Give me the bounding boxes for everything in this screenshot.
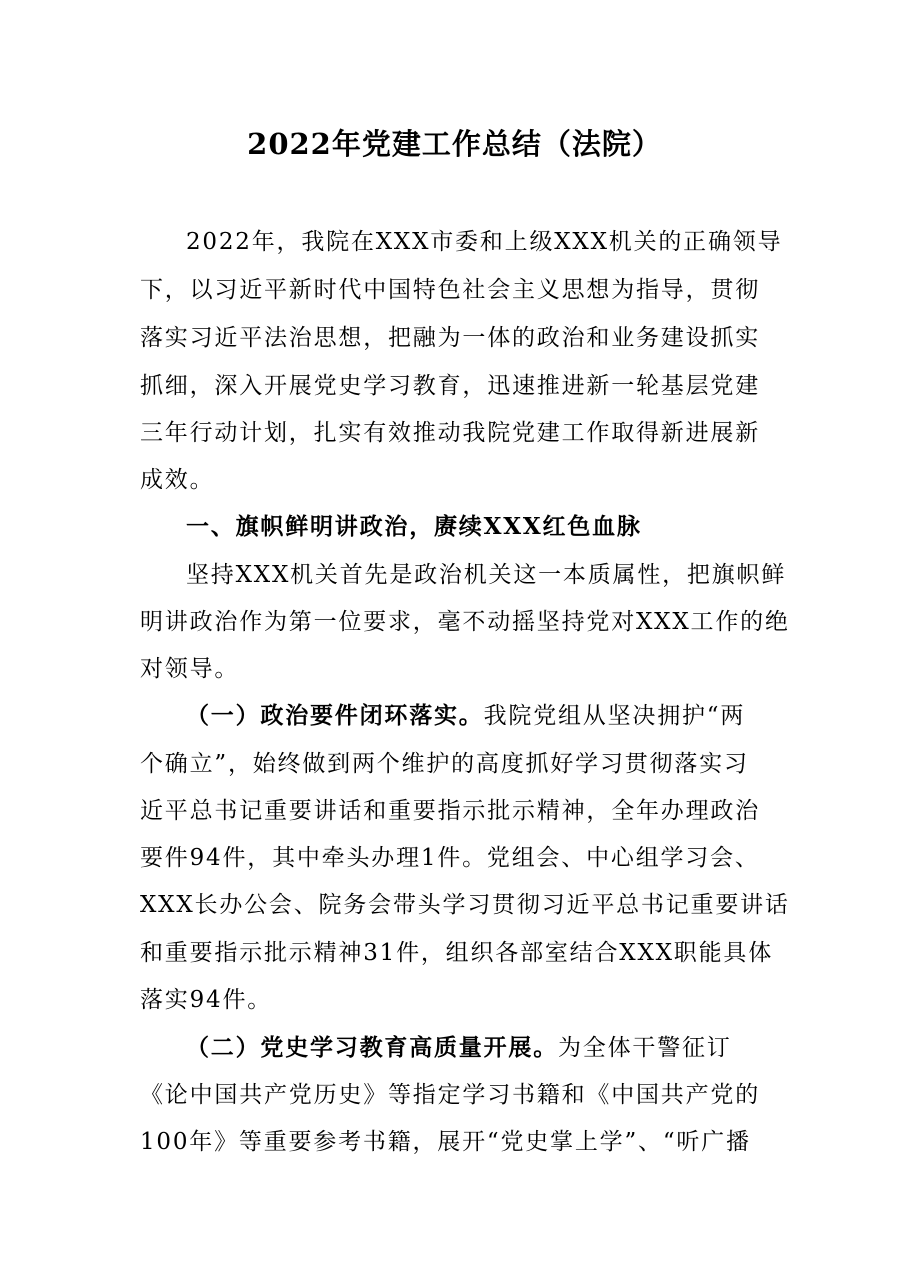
paragraph-line <box>140 887 790 923</box>
line-text: 抓细，深入开展党史学习教育，迅速推进新一轮基层党建 <box>140 373 760 399</box>
line-text: 为全体干警征订 <box>558 1035 732 1061</box>
paragraph-line <box>140 982 780 1018</box>
heading-text: 一、旗帜鲜明讲政治，赓续XXX红色血脉 <box>186 513 642 540</box>
paragraph-line <box>140 746 780 782</box>
line-text: 近平总书记重要讲话和重要指示批示精神，全年办理政治 <box>140 798 760 824</box>
paragraph-line <box>140 415 780 451</box>
line-text: 坚持XXX机关首先是政治机关这一本质属性，把旗帜鲜 <box>186 562 787 588</box>
line-text: 个确立”，始终做到两个维护的高度抓好学习贯彻落实习 <box>140 751 749 777</box>
line-text: 落实94件。 <box>140 987 273 1013</box>
line-text: 《论中国共产党历史》等指定学习书籍和《中国共产党的 <box>140 1082 760 1108</box>
line-text: 落实习近平法治思想，把融为一体的政治和业务建设抓实 <box>140 325 760 351</box>
line-text: 我院党组从坚决拥护“两 <box>483 703 746 729</box>
paragraph-line <box>140 1124 780 1160</box>
paragraph-line <box>140 368 780 404</box>
paragraph-line <box>140 557 787 593</box>
paragraph-line <box>140 698 780 734</box>
paragraph-line <box>140 1030 780 1066</box>
paragraph-line <box>140 462 780 498</box>
document-title: 2022年党建工作总结（法院） <box>247 127 662 161</box>
line-text: 要件94件，其中牵头办理1件。党组会、中心组学习会、 <box>140 845 760 871</box>
line-text: 2022年，我院在XXX市委和上级XXX机关的正确领导 <box>186 229 783 255</box>
paragraph-line <box>140 1077 780 1113</box>
paragraph-line <box>140 272 780 308</box>
paragraph-line <box>140 651 780 687</box>
line-text: 下，以习近平新时代中国特色社会主义思想为指导，贯彻 <box>140 277 760 303</box>
line-text: 成效。 <box>140 467 215 493</box>
line-text: 100年》等重要参考书籍，展开“党史掌上学”、“听广播 <box>140 1129 751 1155</box>
paragraph-line <box>140 604 790 640</box>
line-text: 和重要指示批示精神31件，组织各部室结合XXX职能具体 <box>140 940 773 966</box>
subheading-text: （二）党史学习教育高质量开展。 <box>186 1034 558 1061</box>
subheading-text: （一）政治要件闭环落实。 <box>186 702 484 729</box>
line-text: 明讲政治作为第一位要求，毫不动摇坚持党对XXX工作的绝 <box>140 609 790 635</box>
paragraph-line <box>140 935 780 971</box>
line-text: 三年行动计划，扎实有效推动我院党建工作取得新进展新 <box>140 420 760 446</box>
paragraph-line <box>140 320 780 356</box>
paragraph-line <box>140 224 783 260</box>
line-text: XXX长办公会、院务会带头学习贯彻习近平总书记重要讲话 <box>140 892 790 918</box>
paragraph-line <box>140 793 780 829</box>
section-heading <box>140 509 780 545</box>
line-text: 对领导。 <box>140 656 240 682</box>
paragraph-line <box>140 840 780 876</box>
